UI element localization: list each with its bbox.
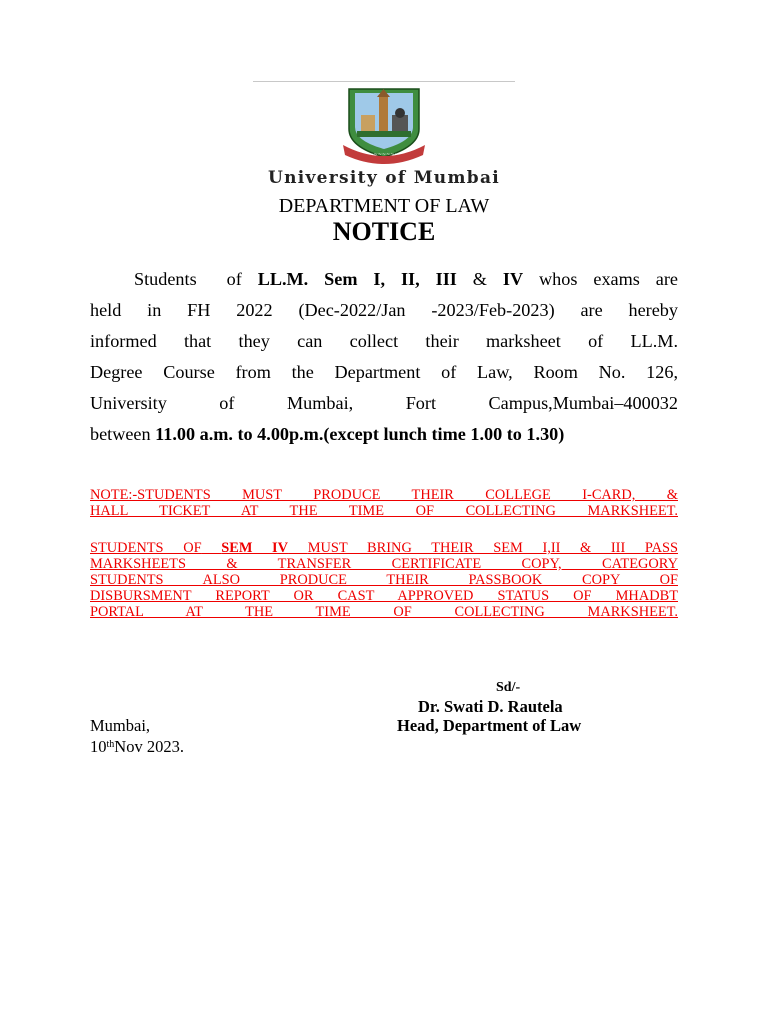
header-rule xyxy=(253,81,515,82)
signatory-name: Dr. Swati D. Rautela xyxy=(418,697,563,716)
body-line-5: University of Mumbai, Fort Campus,Mumbai–400032 xyxy=(90,392,678,413)
body-line-3: informed that they can collect their marksheet of LL.M. xyxy=(90,330,678,351)
note-sem-iv: STUDENTS OF SEM IV MUST BRING THEIR SEM I,II & III PASS MARKSHEETS & TRANSFER CERTIFICATE COPY, CATEGORY STUDENTS ALSO PRODUCE THEIR PASSBOOK COPY OF DISBURSMENT REPORT OR CAST APPROVED STATUS OF MHADBT PORTAL AT THE TIME OF COLLECTING MARKSHEET. xyxy=(90,540,678,620)
signatory-title: Head, Department of Law xyxy=(397,716,582,735)
signature-mark: Sd/- xyxy=(496,680,521,695)
place: Mumbai, xyxy=(90,716,151,735)
svg-text:~~~~~~~: ~~~~~~~ xyxy=(369,152,399,158)
notice-title: NOTICE xyxy=(332,217,436,246)
body-line-2: held in FH 2022 (Dec-2022/Jan -2023/Feb-2023) are hereby xyxy=(90,299,678,320)
body-line-1: Students of LL.M. Sem I, II, III & IV whos exams are xyxy=(134,269,678,289)
university-crest-logo xyxy=(339,85,429,165)
notice-body xyxy=(90,264,678,449)
note-id-card: NOTE:-STUDENTS MUST PRODUCE THEIR COLLEGE I-CARD, & HALL TICKET AT THE TIME OF COLLECTING MARKSHEET. xyxy=(90,487,678,519)
date: 10thNov 2023. xyxy=(90,737,184,756)
body-line-6: between 11.00 a.m. to 4.00p.m.(except lunch time 1.00 to 1.30) xyxy=(90,423,565,444)
university-name: University of Mumbai xyxy=(267,168,501,188)
body-line-4: Degree Course from the Department of Law, Room No. 126, xyxy=(90,361,678,382)
department-heading: DEPARTMENT OF LAW xyxy=(278,195,490,217)
